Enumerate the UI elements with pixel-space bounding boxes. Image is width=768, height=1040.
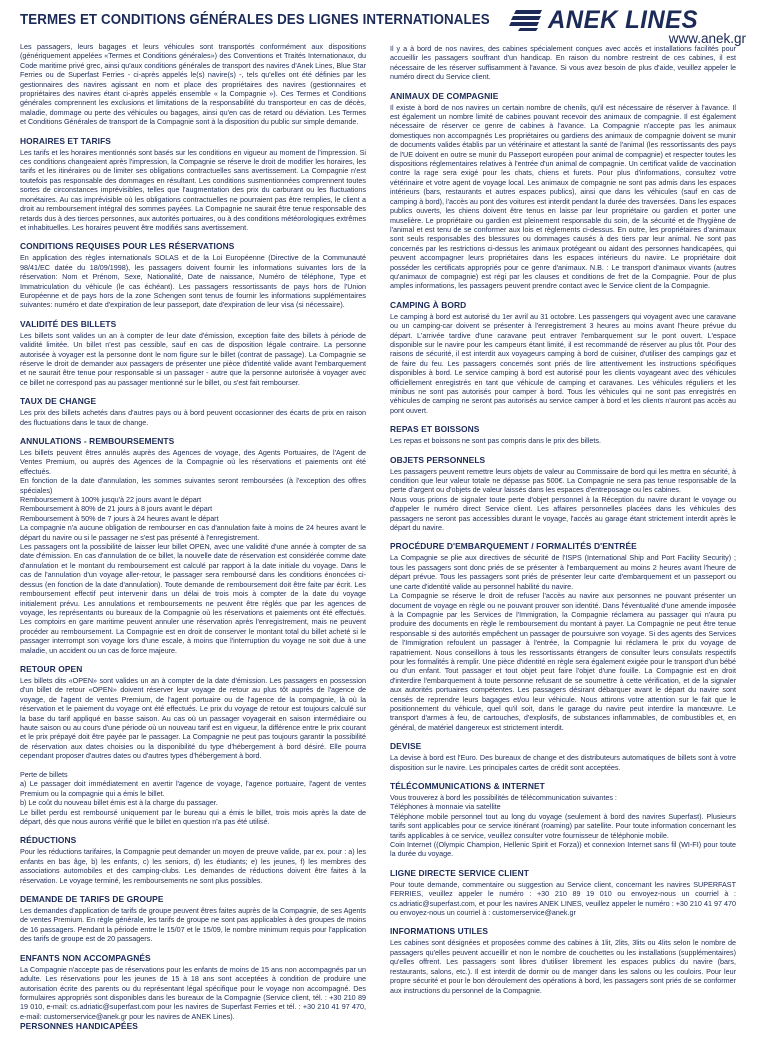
left-column [20,42,366,1040]
section-heading: INFORMATIONS UTILES [390,926,489,937]
taux-change-section [20,396,366,427]
section-body: Vous trouverez à bord les possibilités de télécommunication suivantes : Téléphones à monnaie via satellite Téléphone mobile personnel tout au long du voyage (seulement à bord des navires Superfast). Plusieurs tarifs sont applicables pour ce service itinérant (roaming) par satellite. Pour toute information concernant les tarifs applicables à ce service, veuillez consulter votre fournisseur de téléphonie mobile. Coin Internet ((Olympic Champion, Hellenic Spirit et Forza)) et connexion Internet sans fil (WI-FI) pour toute la durée du voyage. [390,793,736,859]
section-heading: CAMPING À BORD [390,299,467,310]
brand-name: ANEK LINES [548,6,699,34]
section-heading: OBJETS PERSONNELS [390,454,486,465]
section-heading: ENFANTS NON ACCOMPAGNÉS [20,952,151,963]
section-heading: ANNULATIONS - REMBOURSEMENTS [20,436,175,446]
tarifs-groupe-section [20,894,366,944]
reservations-section [20,241,366,309]
section-heading: VALIDITÉ DES BILLETS [20,318,117,329]
section-heading: REPAS ET BOISSONS [390,424,480,435]
reductions-section [20,835,366,885]
website-url: www.anek.gr [668,31,746,46]
handicapees-section [20,1021,366,1031]
section-heading: CONDITIONS REQUISES POUR LES RÉSERVATIONS [20,241,235,252]
section-body: Le camping à bord est autorisé du 1er avril au 31 octobre. Les passengers qui voyagent avec une caravane ou un camping-car doivent se présenter à l'enregistrement 3 heures au moins avant l'heure prévue du départ. L'arrivée tardive d'une caravane peut entraver l'embarquement sur le pont ouvert. L'espace disponible sur le navire pour les campeurs étant limité, il est recommandé de réserver au plus tôt. Pour des raisons de sécurité, il est interdit aux voyageurs camping à bord de cuisiner, d'utiliser des campings gaz et de faire du feu. Les passagers concernés sont priés de lire attentivement les instructions spécifiques disponibles à bord. Le service camping à bord est autorisé pour les clients voyageant avec des véhicules officiellement enregistrés en tant que véhicule de camping et caravanes. Les véhicules réguliers et les minibus ne sont pas autorisés pour camper à bord. Tous les véhicules qui ne sont pas enregistrés en véhicules de camping ne seront pas autorisés au service camper à bord et les clients n'auront pas accès au pont ouvert. [390,311,736,415]
section-body: Les repas et boissons ne sont pas compris dans le prix des billets. [390,436,601,446]
section-body: Pour toute demande, commentaire ou suggestion au Service client, concernant les navires SUPERFAST FERRIES, veuillez appeler le numéro : +30 210 89 19 010 ou envoyez-nous un courriel à : cs.adriatic@superfast.com, et pour les navires ANEK LINES, veuillez appeler le numéro : +30 210 41 97 470 ou envoyez-nous un courriel à : customerservice@anek.gr [390,879,736,918]
section-body: La devise à bord est l'Euro. Des bureaux de change et des distributeurs automatiques de billets sont à votre disposition sur le navire. Les principales cartes de crédit sont acceptées. [390,753,736,772]
section-body: Les billets dits «OPEN» sont valides un an à compter de la date d'émission. Les passagers en possession d'un billet de retour «OPEN» doivent réserver leur voyage de retour au plus tôt auprès de l'agence de voyage, de l'agent de ventes Premium, de l'agent portuaire ou de l'agence de la compagnie, là où la réservation et le paiement du voyage ont été effectués. Le prix du voyage de retour est toujours calculé sur la base du tarif appliqué en basse saison. Au cas où un passager voyagerait en saison intermédiaire ou haute saison ou au cours d'une période où un nouveau tarif est en vigueur, la différence entre le prix courant et le prix prépayé doit être payée par le passager. La Compagnie ne peut pas toujours garantir la possibilité de réservation aux dates choisies ou la disponibilité du type d'hébergement à bord désiré. Elle pourra cependant proposer d'autres dates ou d'autres types d'hébergement à bord. Perte de billets a) Le passager doit immédiatement en avertir l'agence de voyage, l'agence portuaire, l'agent de ventes Premium ou la compagnie qui a émis le billet. b) Le coût du nouveau billet émis est à la charge du passager. Le billet perdu est remboursé uniquement par le bureau qui a émis le billet, trois mois après la date de départ, dès que nous aurons vérifié que le billet en question n'a pas été utilisé. [20,675,366,827]
repas-section [390,424,736,445]
right-column [390,44,736,1004]
enfants-section [20,953,366,1021]
section-body: Les cabines sont désignées et proposées comme des cabines à 1lit, 2lits, 3lits ou 4lits selon le nombre de passagers qu'elles peuvent accueillir et non le nombre de couchettes ou les installations (supplémentaires) qu'elles offrent. Les passagers sont libres d'utiliser librement les espaces publics du navire (bars, restaurants, salons, etc.). Il est interdit de dormir ou de manger dans les salons ou les couloirs. Pour leur propre sécurité et pour le bon déroulement des opérations à bord, les passagers sont priés de se conformer aux instructions du personnel de la Compagnie. [390,938,736,995]
section-body: Il y a à bord de nos navires, des cabines spécialement conçues avec accès et installations facilités pour accueillir les passagers souffrant d'un handicap. En raison du nombre restreint de ces cabines, il est nécessaire de les réserver suffisamment à l'avance. Si vous avez besoin de plus d'aide, veuillez appeler le numéro direct du Service client. [390,44,736,82]
section-body: Les passagers peuvent remettre leurs objets de valeur au Commissaire de bord qui les mettra en sécurité, à condition que leur valeur totale ne dépasse pas 500€. La Compagnie ne sera pas tenue responsable de la perte d'argent ou d'objets de valeur laissés dans les espaces d'entreposage ou les cabines. Nous vous prions de signaler toute perte d'objet personnel à la Réception du navire durant le voyage ou d'appeler le numéro direct Service client. Les affaires personnelles placées dans les véhicules des passagers ne seront pas accessibles durant le voyage, l'accès au garage étant strictement interdit après le départ du navire. [390,466,736,533]
horaires-tarifs-section [20,136,366,233]
section-heading: PROCÉDURE D'EMBARQUEMENT / FORMALITÉS D'ENTRÉE [390,541,637,552]
embarquement-section [390,541,736,732]
service-client-section [390,868,736,918]
section-heading: PERSONNES HANDICAPÉES [20,1021,138,1032]
page-title: TERMES ET CONDITIONS GÉNÉRALES DES LIGNES INTERNATIONALES [20,12,490,28]
section-heading: LIGNE DIRECTE SERVICE CLIENT [390,867,529,878]
section-body: Il existe à bord de nos navires un certain nombre de chenils, qu'il est nécessaire de réserver à l'avance. Il est également un nombre limité de cabines pouvant recevoir des animaux de compagnie. Il est également nécessaire de réserver ce genre de cabines à l'avance. La Compagnie n'accepte pas les animaux domestiques non accompagnés Les propriétaires ou gardiens des animaux de compagnie doivent se munir de documents valides établis par un vétérinaire et attestant la santé de l'animal (les ressortissants des pays de l'UE doivent en outre se munir du Passeport européen pour animal de compagnie) et respecter toutes les dispositions réglementaires relatives à l'entrée d'un animal de compagnie. Un certificat valide de vaccination contre la rage sera exigé pour les chats, chiens et furets. Pour plus d'informations, consultez votre vétérinaire et votre agent de voyage local. Les animaux de compagnie ne sont pas admis dans les espaces intérieurs (bars, restaurants et autres espaces publics), ainsi que dans les véhicules (sauf en cas de camping à bord), l'accès au pont des voitures est interdit pendant la durée des traversées. Dans les espaces publics ouverts, les chiens doivent être tenus en laisse par leur propriétaire ou gardien et porter une muselière. Le propriétaire ou gardien est pleinement responsable du soin, de la sécurité et de l'hygiène de l'animal et est tenu de se conformer aux lois et règlements ci-dessus. En outre, les propriétaires d'animaux sont seuls responsables des blessures ou dommages causés à des tiers par leur animal. Ne sont pas concernés par les restrictions ci-dessus les animaux protégeant ou aidant des personnes handicapées, qui peuvent accompagner leurs propriétaires dans les espaces intérieurs du navire. Le propriétaire doit posséder les certificats appropriés pour ce genre d'animaux. N.B. : Le transport d'animaux vivants (autres qu'animaux de compagnie) est régi par les clauses et conditions de fret de la Compagnie. Pour de plus amples informations, les passagers peuvent prendre contact avec le Service client de la Compagnie. [390,102,736,291]
intro-section [20,42,366,127]
retour-open-section [20,664,366,827]
section-heading: TAUX DE CHANGE [20,396,97,407]
section-heading: TÉLÉCOMMUNICATIONS & INTERNET [390,781,545,791]
section-body: Les demandes d'application de tarifs de groupe peuvent êtres faites auprès de la Compagnie, de ses Agents de ventes Premium. En règle générale, les tarifs de groupe ne sont pas applicables à des groupes de moins de 16 passagers. Pendant la période entre le 15/07 et le 15/09, le nombre minimum requis pour l'application des tarifs de groupe est de 20 passagers. [20,906,366,944]
section-body: La Compagnie n'accepte pas de réservations pour les enfants de moins de 15 ans non accompagnés par un adulte. Les réservations pour les jeunes de 15 à 18 ans sont acceptées à condition de produire une autorisation écrite des parents ou du représentant légal spécifique pour le voyage non accompagné. Des formulaires appropriés sont disponibles dans les bureaux de la Compagnie (Service client, tél. : +30 210 89 19 010, e-mail: cs.adriatic@superfast.com pour les navires de Superfast Ferries et tél. : +30 210 41 97 470, e-mail: customerservice@anek.gr pour les navires de ANEK Lines). [20,964,366,1021]
section-heading: ANIMAUX DE COMPAGNIE [390,90,499,101]
section-body: La Compagnie se plie aux directives de sécurité de l'ISPS (International Ship and Port Facility Security) ; tous les passagers sont donc priés de se présenter à l'embarquement au moins 2 heures avant l'heure de départ prévue. Tous les passagers sont priés de présenter leur carte d'embarquement et un passeport ou une carte d'identité valide au personnel habilité du navire. La Compagnie se réserve le droit de refuser l'accès au navire aux personnes ne pouvant présenter un document de voyage en règle ou ne pouvant prouver son identité. Dans l'éventualité d'une amende imposée à la Compagnie par les Services de l'Immigration, la Compagnie réclamera au passager qui n'aura pu produire des documents en règle le remboursement du montant à payer. La Compagnie ne peut être tenue responsable si des autorités empêchent un passager de poursuivre son voyage. Si des agents des Services de l'Immigration refoulent un passager à l'entrée, la Compagnie lui réclamera le prix du voyage de rapatriement. Nous conseillons à tous les ressortissants étrangers de consulter leurs consulats respectifs pour les formalités à remplir. Une pièce d'identité en règle sera également exigée pour le transport d'un bébé ou d'un enfant. Tout passager et tout objet peut faire l'objet d'une fouille. La Compagnie est en droit d'interdire l'embarquement à toute personne refusant de se soumettre à cette vérification, et de la signaler aux autorités portuaires compétentes. Les passagers désirant débarquer avant le départ du navire sont censés de reprendre leurs bagages et/ou leur véhicule. Nous attirons votre attention sur le fait que le positionnement du véhicule, quel qu'il soit, dans le garage du navire peut interdire la manœuvre. Le transport d'armes à feu, de cartouches, d'explosifs, de substances inflammables, de combustibles et, en général, de matériel dangereux est strictement interdit. [390,553,736,732]
annulations-section [20,436,366,655]
validite-section [20,319,366,387]
section-body: Pour les réductions tarifaires, la Compagnie peut demander un moyen de preuve valide, par ex. pour : a) les enfants en bas âge, b) les enfants, c) les seniors, d) les étudiants; e) les jeunes, f) les membres des associations automobiles et des camping-clubs. Les demandes de réductions doivent être faites à la réservation. Le voyage terminé, les remboursements ne sont plus possibles. [20,847,366,885]
informations-section [390,926,736,994]
section-heading: RETOUR OPEN [20,663,83,674]
section-heading: DEMANDE DE TARIFS DE GROUPE [20,894,164,905]
animaux-section [390,91,736,291]
devise-section [390,741,736,772]
objets-section [390,455,736,533]
section-heading: HORAIRES ET TARIFS [20,135,111,146]
camping-section [390,300,736,415]
section-body: Les billets sont valides un an à compter de leur date d'émission, exception faite des billets à période de validité limitée. Un billet n'est pas cessible, sauf en cas de disposition légale contraire. La personne autorisée à voyager est la personne dont le nom figure sur le billet (contrat de passage). La Compagnie se réserve le droit de demander aux passagers de présenter une pièce d'identité valide avant l'embarquement et ne saurait être tenue pour responsable si un passager - autre que la personne autorisée à voyager avec ce billet ne correspond pas au passager mentionné sur le billet, ou s'est fait rembourser. [20,330,366,387]
speed-stripes-icon [508,8,544,32]
section-body: Les billets peuvent êtres annulés auprès des Agences de voyage, des Agents Portuaires, de l'Agent de Ventes Premium, ou auprès des Agences de la Compagnie où les réservations et paiements ont été effectués. En fonction de la date d'annulation, les sommes suivantes seront remboursées (à l'exception des offres spéciales) Remboursement à 100% jusqu'à 22 jours avant le départ Remboursement à 80% de 21 jours à 8 jours avant le départ Remboursement à 50% de 7 jours à 24 heures avant le départ La compagnie n'a aucune obligation de rembourser en cas d'annulation faite à moins de 24 heures avant le départ du navire ou si le passager ne s'est pas présenté à l'enregistrement. Les passagers ont la possibilité de laisser leur billet OPEN, avec une validité d'une année à compter de sa date d'émission. En cas d'annulation de ce billet, la nouvelle date de réservation est considérée comme date d'annulation et le montant du remboursement est calculé par rapport à la date initiale du voyage. Dans le cas de l'annulation d'un voyage aller-retour, le passager sera remboursé dans les conditions énoncées ci-dessus (en fonction de la date d'annulation). Toute demande de remboursement doit être faite par écrit. Les remboursement effectif peut intervenir dans un délai de trois mois à compter de la date du voyage initialement prévu. Les annulations et remboursements ne peuvent être réglés que par les agences de voyage, les représentants ou bureaux de la Compagnie où les réservations et paiements ont été effectués. Les comptoirs en gare maritime peuvent annuler une réservation après l'enregistrement, mais ne peuvent procéder au remboursement. La Compagnie est en droit de conserver le montant total du billet acheté si le passager interrompt son voyage lors d'une escale, à moins que l'interruption du voyage ne soit due à une maladie, un accident ou un cas de force majeure. [20,448,366,655]
section-body: Les prix des billets achetés dans d'autres pays ou à bord peuvent occasionner des écarts de prix en raison des fluctuations dans le taux de change. [20,408,366,427]
section-heading: RÉDUCTIONS [20,835,77,846]
section-body: Les tarifs et les horaires mentionnés sont basés sur les conditions en vigueur au moment de l'impression. Si ces conditions changeaient après l'impression, la Compagnie se réserve le droit de modifier les horaires, les tarifs et les itinéraires ou de limiter ses obligations contractuelles sans avertissement. La Compagnie n'est toutefois pas responsable des dommages en résultant. Les conditions susmentionnées comprennent toutes sortes de circonstances imprévisibles, telles que l'augmentation des prix du carburant ou les fluctuations monétaires. Au cas imprévisible où les obligations contractuelles ne pourraient pas être remplies, le client a droit au remboursement intégral des sommes payées. La Compagnie ne saurait être tenue responsable des retards dus à des tierces personnes, aux autorités portuaires, ou à des conditions météorologiques extrêmes et inhabituelles. Les horaires peuvent être modifiés sans avertissement. [20,147,366,232]
anek-lines-logo [508,6,750,46]
telecom-section [390,781,736,859]
handicapees-continued-section [390,44,736,82]
section-body: Les passagers, leurs bagages et leurs véhicules sont transportés conformément aux dispositions (génériquement appelées «Termes et Conditions générales») des Conventions et Traités Internationaux, du Code maritime privé grec, ainsi qu'aux conditions générales de transport des navires d'Anek Lines, Blue Star Ferries ou de Superfast Ferries - ci-après appelés le(s) navire(s) -, tels qu'elles ont été définies par les gestionnaires des navires agissant en nom et place des propriétaires des navires (gestionnaires et propriétaires des navires étant ci-après appelés ensemble « la Compagnie »). Ces Termes et Conditions générales comprennent les exclusions et limitations de la responsabilité du transporteur en cas de décès, maladie, dommage ou perte des véhicules ou bagages, ainsi qu'en cas de retard ou déviation. Les Termes et Conditions Générales de transport de la Compagnie sont à la disposition du public sur simple demande. [20,42,366,127]
section-body: En application des règles internationals SOLAS et de la Loi Européenne (Directive de la Communauté 98/41/EC datée du 18/09/1998), les passagers doivent fournir les informations suivantes lors de la réservation: Nom et Prénom, Sexe, Nationalité, Date de naissance, Numéro de téléphone, Type et Immatriculation du véhicule (le cas échéant). Les passagers ressortissants de pays hors de l'Union Européenne et de pays hors de la zone Schengen sont tenus de fournir les informations supplémentaires suivantes: numéro et date d'expiration de leur passeport, date d'expiration de leur visa (si nécessaire). [20,253,366,310]
section-heading: DEVISE [390,741,422,752]
